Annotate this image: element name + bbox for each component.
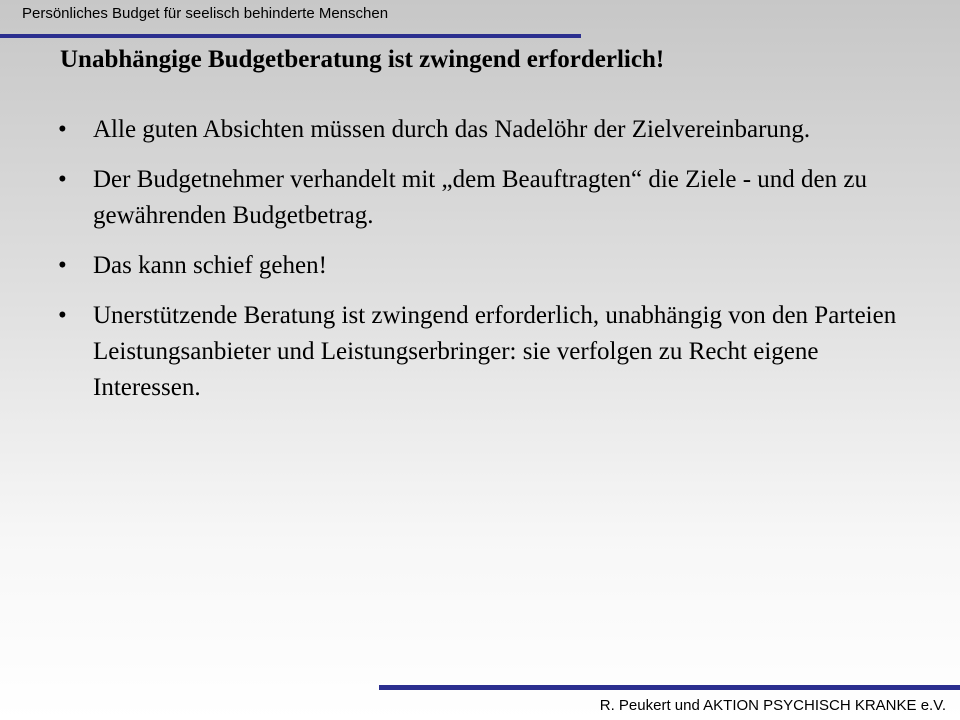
bullet-text: Alle guten Absichten müssen durch das Nadelöhr der Zielvereinbarung. [93,116,811,143]
bullet-text: Der Budgetnehmer verhandelt mit „dem Beauftragten“ die Ziele - und den zu gewährenden Budgetbetrag. [93,166,867,229]
bullet-item [56,298,906,406]
header-title: Persönliches Budget für seelisch behinderte Menschen [22,5,389,22]
bullet-marker: • [58,166,67,193]
footer-credit: R. Peukert und AKTION PSYCHISCH KRANKE e.V. [599,697,946,714]
bullet-list [56,112,906,420]
header-divider [0,34,581,38]
footer-divider [379,685,960,690]
bullet-item [56,112,906,148]
bullet-item [56,248,906,284]
bullet-marker: • [58,302,67,329]
bullet-item [56,162,906,234]
bullet-marker: • [58,252,67,279]
bullet-marker: • [58,116,67,143]
bullet-text: Unerstützende Beratung ist zwingend erforderlich, unabhängig von den Parteien Leistungsanbieter und Leistungserbringer: sie verfolgen zu Recht eigene Interessen. [93,302,897,401]
bullet-text: Das kann schief gehen! [93,252,327,279]
slide-title: Unabhängige Budgetberatung ist zwingend erforderlich! [60,46,665,73]
